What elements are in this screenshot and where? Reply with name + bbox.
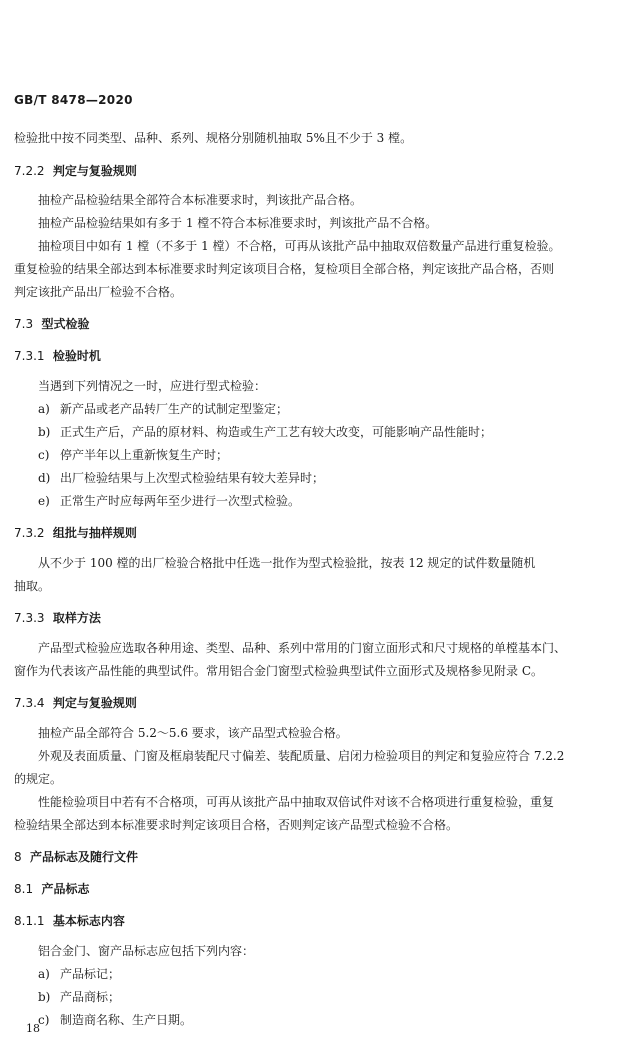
section-number: 7.3.2	[14, 526, 45, 540]
section-number: 8.1.1	[14, 914, 45, 928]
section-number: 8	[14, 850, 22, 864]
list-text: 新产品或老产品转厂生产的试制定型鉴定；	[60, 402, 289, 416]
section-title: 组批与抽样规则	[52, 526, 137, 540]
standard-number: GB/T 8478—2020	[14, 93, 133, 107]
paragraph: 当遇到下列情况之一时，应进行型式检验：	[38, 379, 267, 393]
section-heading-8	[14, 851, 138, 863]
list-item	[38, 495, 300, 507]
section-number: 7.2.2	[14, 164, 45, 178]
section-heading-8-1	[14, 883, 89, 895]
paragraph-line: 检验结果全部达到本标准要求时判定该项目合格，否则判定该产品型式检验不合格。	[14, 818, 459, 832]
page-number: 18	[26, 1022, 40, 1035]
section-heading-7-3-3	[14, 612, 101, 624]
paragraph: 铝合金门、窗产品标志应包括下列内容：	[38, 944, 255, 958]
list-label: b)	[38, 425, 51, 439]
paragraph-line: 抽取。	[14, 579, 51, 593]
list-label: b)	[38, 990, 51, 1004]
list-item	[38, 426, 492, 438]
paragraph: 抽检项目中如有 1 樘（不多于 1 樘）不合格，可再从该批产品中抽取双倍数量产品进行重复检验。	[38, 239, 561, 253]
section-heading-7-2-2	[14, 165, 137, 177]
list-text: 停产半年以上重新恢复生产时；	[60, 448, 229, 462]
list-item	[38, 403, 288, 415]
section-title: 判定与复验规则	[52, 696, 137, 710]
list-label: a)	[38, 967, 50, 981]
paragraph-line: 判定该批产品出厂检验不合格。	[14, 285, 183, 299]
paragraph-line: 的规定。	[14, 772, 63, 786]
list-text: 产品商标；	[60, 990, 121, 1004]
section-heading-7-3-2	[14, 527, 137, 539]
section-title: 检验时机	[52, 349, 101, 363]
list-text: 产品标记；	[60, 967, 121, 981]
paragraph: 外观及表面质量、门窗及框扇装配尺寸偏差、装配质量、启闭力检验项目的判定和复验应符合 7.2.2	[38, 749, 565, 763]
list-item	[38, 968, 120, 980]
list-label: c)	[38, 448, 50, 462]
section-number: 7.3.1	[14, 349, 45, 363]
paragraph-line: 重复检验的结果全部达到本标准要求时判定该项目合格，复检项目全部合格，判定该批产品合格，否则	[14, 262, 555, 276]
section-title: 产品标志及随行文件	[30, 850, 139, 864]
section-title: 判定与复验规则	[52, 164, 137, 178]
paragraph: 性能检验项目中若有不合格项，可再从该批产品中抽取双倍试件对该不合格项进行重复检验，重复	[38, 795, 555, 809]
list-item	[38, 991, 120, 1003]
list-label: c)	[38, 1013, 50, 1027]
section-heading-7-3-4	[14, 697, 137, 709]
section-title: 型式检验	[41, 317, 90, 331]
paragraph: 抽检产品全部符合 5.2～5.6 要求，该产品型式检验合格。	[38, 726, 348, 740]
section-title: 取样方法	[52, 611, 101, 625]
list-text: 正常生产时应每两年至少进行一次型式检验。	[60, 494, 301, 508]
list-label: a)	[38, 402, 50, 416]
section-title: 产品标志	[41, 882, 90, 896]
section-heading-7-3-1	[14, 350, 101, 362]
section-number: 7.3.4	[14, 696, 45, 710]
section-heading-7-3	[14, 318, 89, 330]
list-item	[38, 1014, 192, 1026]
list-label: e)	[38, 494, 50, 508]
section-number: 7.3.3	[14, 611, 45, 625]
section-title: 基本标志内容	[52, 914, 125, 928]
paragraph: 抽检产品检验结果如有多于 1 樘不符合本标准要求时，判该批产品不合格。	[38, 216, 438, 230]
list-item	[38, 449, 228, 461]
section-number: 7.3	[14, 317, 34, 331]
paragraph: 抽检产品检验结果全部符合本标准要求时，判该批产品合格。	[38, 193, 363, 207]
section-heading-8-1-1	[14, 915, 125, 927]
list-item	[38, 472, 324, 484]
paragraph: 产品型式检验应选取各种用途、类型、品种、系列中常用的门窗立面形式和尺寸规格的单樘基本门、	[38, 641, 567, 655]
list-text: 正式生产后，产品的原材料、构造或生产工艺有较大改变，可能影响产品性能时；	[60, 425, 493, 439]
paragraph-line: 窗作为代表该产品性能的典型试件。常用铝合金门窗型式检验典型试件立面形式及规格参见附录 C。	[14, 664, 543, 678]
paragraph: 检验批中按不同类型、品种、系列、规格分别随机抽取 5%且不少于 3 樘。	[14, 131, 413, 145]
paragraph: 从不少于 100 樘的出厂检验合格批中任选一批作为型式检验批，按表 12 规定的试件数量随机	[38, 556, 536, 570]
list-label: d)	[38, 471, 51, 485]
list-text: 制造商名称、生产日期。	[60, 1013, 193, 1027]
list-text: 出厂检验结果与上次型式检验结果有较大差异时；	[60, 471, 325, 485]
section-number: 8.1	[14, 882, 34, 896]
